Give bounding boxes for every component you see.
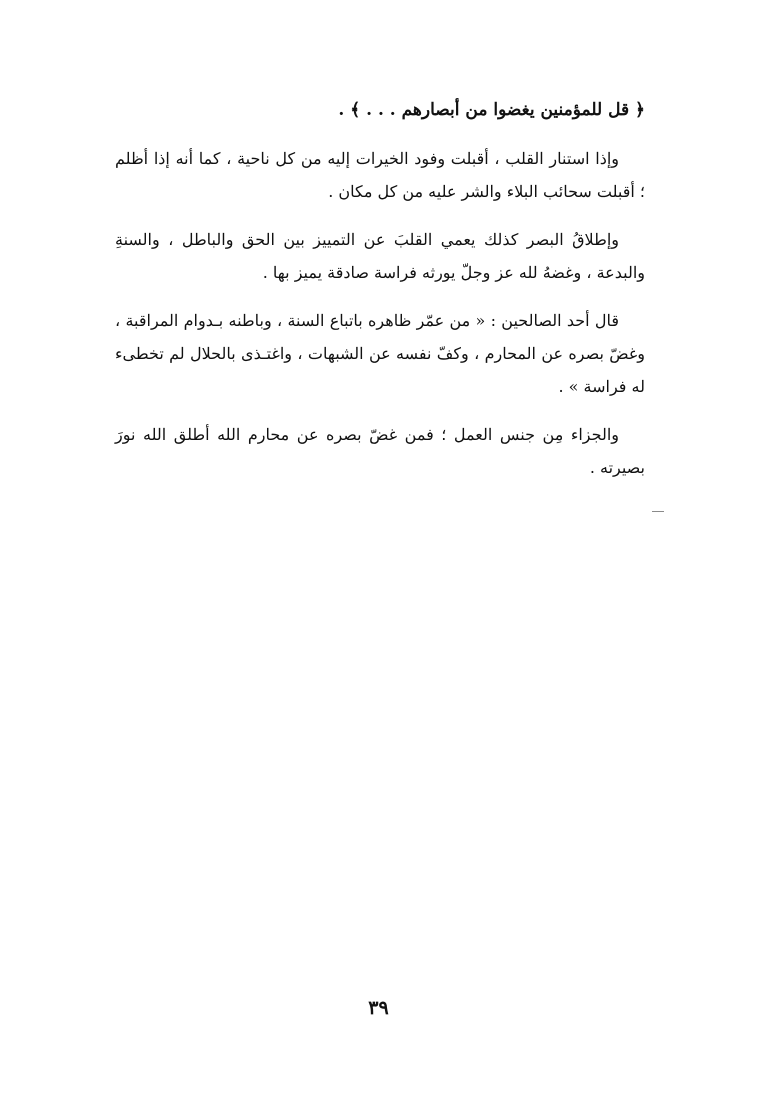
scan-mark	[652, 511, 664, 512]
quran-verse-heading: ﴿ قل للمؤمنين يغضوا من أبصارهم . . . ﴾ .	[338, 100, 645, 120]
paragraph-2-text: وإطلاقُ البصر كذلك يعمي القلبَ عن التمييز بين الحق والباطل ، والسنةِ والبدعة ، وغضهُ لله عز وجلّ يورثه فراسة صادقة يميز بها .	[115, 230, 645, 282]
paragraph-1	[115, 142, 645, 208]
paragraph-4-text: والجزاء مِن جنس العمل ؛ فمن غضّ بصره عن محارم الله أطلق الله نورَ بصيرته .	[115, 425, 645, 477]
paragraph-3-text: قال أحد الصالحين : « من عمّر ظاهره باتباع السنة ، وباطنه بـدوام المراقبة ، وغضّ بصره عن المحارم ، وكفّ نفسه عن الشبهات ، واغتـذى بالحلال لم تخطىء له فراسة » .	[115, 311, 645, 396]
paragraph-3	[115, 304, 645, 403]
page-number: ٣٩	[368, 997, 389, 1019]
paragraph-2	[115, 223, 645, 289]
paragraph-1-text: وإذا استنار القلب ، أقبلت وفود الخيرات إليه من كل ناحية ، كما أنه إذا أظلم ؛ أقبلت سحائب البلاء والشر عليه من كل مكان .	[115, 149, 645, 201]
paragraph-4	[115, 418, 645, 484]
